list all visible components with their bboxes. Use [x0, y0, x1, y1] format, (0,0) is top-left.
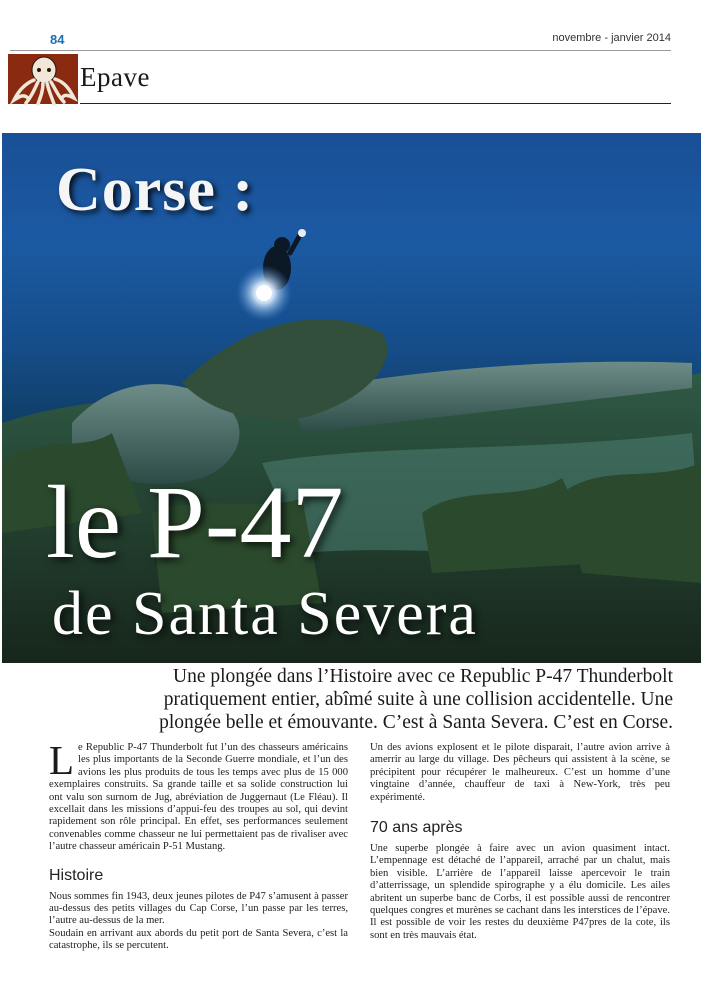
article-paragraph: Nous sommes fin 1943, deux jeunes pilotes de P47 s’amusent à passer au-dessus des petits villages du Cap Corse, l’un passe par les terres, l’autre au-dessus de la mer.: [49, 890, 348, 927]
octopus-icon: [10, 54, 78, 106]
hero-title-p47: le P-47: [46, 465, 344, 580]
article-column-left: [49, 737, 348, 953]
article-paragraph: Un des avions explosent et le pilote disparait, l’autre avion arrive à amerrir au large du village. Des pêcheurs qui assistent à la scène, se précipitent pour récupérer le malheureux. C’est un homme d’une vingtaine d’année, chauffeur de taxi à New-York, très peu expérimenté.: [370, 742, 670, 803]
page-header: [0, 0, 703, 130]
section-title: Epave: [80, 62, 150, 92]
article-paragraph: Soudain en arrivant aux abords du petit port de Santa Severa, c’est la catastrophe, ils se percutent.: [49, 927, 348, 952]
article-paragraph: Une superbe plongée à faire avec un avion quasiment intact. L’empennage est détaché de l’appareil, arraché par un chalut, mais bien visible. L’arrière de l’appareil laisse apercevoir le train d’atterrissage, un splendide spirographe y a élu domicile. Les ailes abritent un superbe banc de Corbs, il est possible aussi de rencontrer quelques congres et murènes se cachant dans les interstices de l’épave. Il est possible de voir les restes du deuxième P47pres de la cote, ils sont en très mauvais état.: [370, 843, 670, 941]
diver-figure: [236, 229, 306, 321]
hero-title-santa-severa: de Santa Severa: [52, 580, 478, 648]
heading-70-ans: 70 ans après: [370, 819, 463, 837]
section-divider: [80, 103, 671, 104]
dropcap: L: [49, 737, 75, 783]
article-paragraph: [49, 737, 348, 854]
article-column-right: [370, 742, 670, 942]
article-intro: Une plongée dans l’Histoire avec ce Republic P-47 Thunderbolt pratiquement entier, abîmé suite à une collision accidentelle. Une plongée belle et émouvante. C’est à Santa Severa. C’est en Corse.: [159, 666, 673, 733]
page-number: 84: [50, 32, 65, 47]
issue-date: novembre - janvier 2014: [552, 32, 671, 44]
hero-photo: [2, 133, 701, 663]
hero-title-corse: Corse :: [56, 156, 255, 224]
top-divider: [10, 50, 671, 51]
heading-histoire: Histoire: [49, 866, 104, 884]
paragraph-text: e Republic P-47 Thunderbolt fut l’un des chasseurs américains les plus importants de la Seconde Guerre mondiale, et l’un des avions les plus produits de tous les temps avec plus de 15 000 exemplaires construits. Sa grande taille et sa solide construction lui ont valu son surnom de Jug, abréviation de Juggernaut (Le Fléau). Il excellait dans les missions d’appui-feu des troupes au sol, qui devint rapidement son rôle principal. En effet, ses performances seulement convenables comme chasseur ne lui permettaient pas de rivaliser avec l’autre chasseur américain P-51 Mustang.: [49, 742, 348, 853]
